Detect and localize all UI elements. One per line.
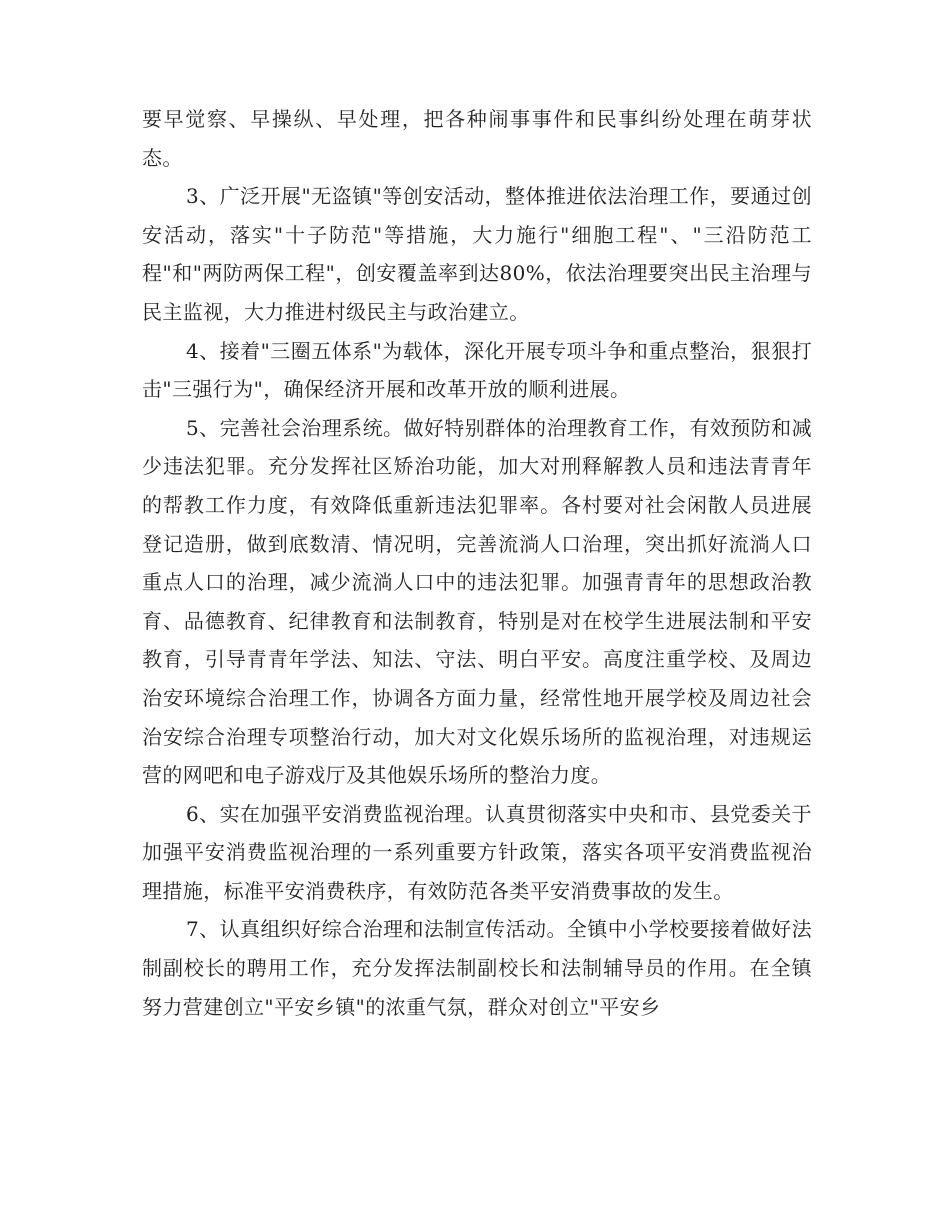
paragraph-item-4: 4、接着"三圈五体系"为载体，深化开展专项斗争和重点整治，狠狠打击"三强行为"，确保经济开展和改革开放的顺利进展。 xyxy=(142,338,812,402)
paragraph-item-5: 5、完善社会治理系统。做好特别群体的治理教育工作，有效预防和减少违法犯罪。充分发挥社区矫治功能，加大对刑释解教人员和违法青青年的帮教工作力度，有效降低重新违法犯罪率。各村要对社会闲散人员进展登记造册，做到底数清、情况明，完善流淌人口治理，突出抓好流淌人口重点人口的治理，减少流淌人口中的违法犯罪。加强青青年的思想政治教育、品德教育、纪律教育和法制教育，特别是对在校学生进展法制和平安教育，引导青青年学法、知法、守法、明白平安。高度注重学校、及周边治安环境综合治理工作，协调各方面力量，经常性地开展学校及周边社会治安综合治理专项整治行动，加大对文化娱乐场所的监视治理，对违规运营的网吧和电子游戏厅及其他娱乐场所的整治力度。 xyxy=(142,415,812,788)
paragraph-item-7: 7、认真组织好综合治理和法制宣传活动。全镇中小学校要接着做好法制副校长的聘用工作，充分发挥法制副校长和法制辅导员的作用。在全镇努力营建创立"平安乡镇"的浓重气氛，群众对创立"平安乡 xyxy=(142,917,812,1019)
paragraph-item-3: 3、广泛开展"无盗镇"等创安活动，整体推进依法治理工作，要通过创安活动，落实"十子防范"等措施，大力施行"细胞工程"、"三沿防范工程"和"两防两保工程"，创安覆盖率到达80%，依法治理要突出民主治理与民主监视，大力推进村级民主与政治建立。 xyxy=(142,184,812,324)
paragraph-item-6: 6、实在加强平安消费监视治理。认真贯彻落实中央和市、县党委关于加强平安消费监视治理的一系列重要方针政策，落实各项平安消费监视治理措施，标准平安消费秩序，有效防范各类平安消费事故的发生。 xyxy=(142,801,812,903)
paragraph-continuation: 要早觉察、早操纵、早处理，把各种闹事事件和民事纠纷处理在萌芽状态。 xyxy=(142,107,812,170)
document-page xyxy=(142,100,812,1026)
